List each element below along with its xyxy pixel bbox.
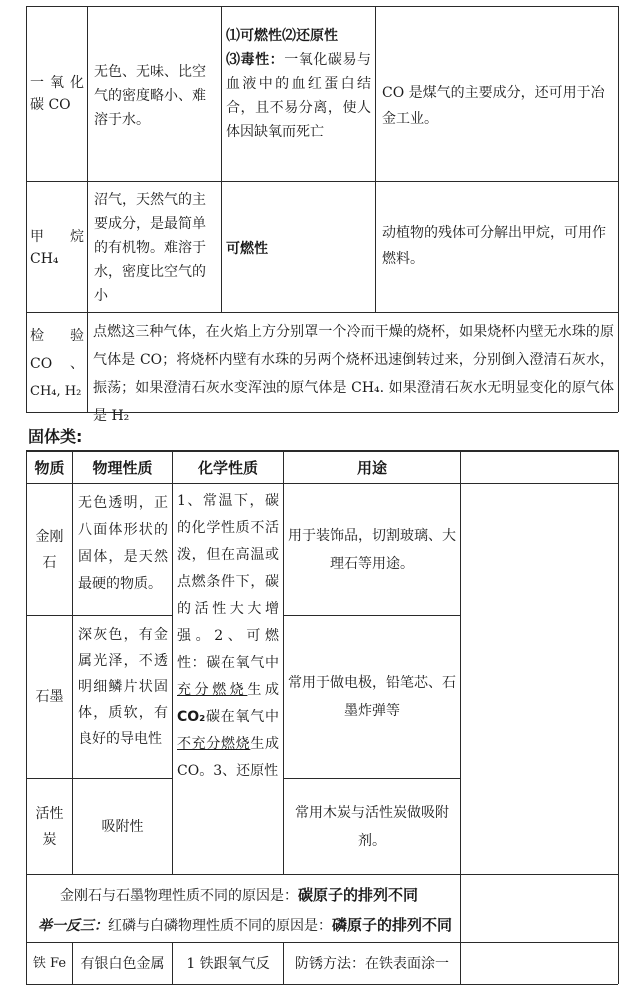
graphite-use: 常用于做电极，铅笔芯、石墨炸弹等 (288, 675, 456, 719)
test-text: 点燃这三种气体，在火焰上方分别罩一个冷而干燥的烧杯，如果烧杯内壁无水珠的原气体是 CO；将烧杯内壁有水珠的另两个烧杯迅速倒转过来，分别倒入澄清石灰水，振荡；如果澄清石灰水变浑浊的原气体是 CH₄. 如果澄清石灰水无明显变化的原气体是 H₂ (93, 324, 614, 424)
graphite-physical: 深灰色，有金属光泽，不透明细鳞片状固体，质软，有良好的导电性 (78, 627, 168, 747)
co-name-line2: 碳 CO (30, 97, 71, 113)
reason-phosphorus (38, 912, 458, 939)
co-toxic-text: 一氧化碳易与血液中的血红蛋白结合，且不易分离，使人体因缺氧而死亡 (226, 52, 372, 140)
test-label-cell (30, 322, 84, 406)
ch4-chemical: 可燃性 (226, 241, 268, 257)
diamond-physical: 无色透明，正八面体形状的固体，是天然最硬的物质。 (78, 495, 168, 592)
ch4-use: 动植物的残体可分解出甲烷，可用作燃料。 (382, 225, 606, 267)
co-physical: 无色、无味、比空气的密度略小、难溶于水。 (94, 64, 206, 128)
charcoal-physical: 吸附性 (101, 818, 144, 835)
diamond-name (27, 484, 72, 615)
reason2-label: 举一反三： (38, 918, 108, 934)
reason1-answer: 碳原子的排列不同 (298, 886, 419, 904)
graphite-name: 石墨 (35, 689, 64, 705)
header-substance: 物质 (34, 458, 65, 477)
carbon-chem-co2: CO₂ (177, 709, 206, 725)
reason2-answer: 磷原子的排列不同 (332, 916, 453, 934)
iron-name: 铁 Fe (32, 955, 67, 971)
co-use: CO 是煤气的主要成分，还可用于冶金工业。 (382, 85, 605, 127)
ch4-physical: 沼气，天然气的主要成分，是最简单的有机物。难溶于水，密度比空气的小 (94, 192, 206, 304)
diamond-use: 用于装饰品，切割玻璃、大理石等用途。 (288, 527, 456, 572)
test-label-line1: 检 验 (30, 328, 84, 344)
charcoal-name-line2: 炭 (42, 831, 57, 848)
co-toxic-label: ⑶毒性： (226, 52, 285, 68)
ch4-name-line1: 甲 烷 (30, 229, 84, 245)
iron-physical: 有银白色金属 (80, 955, 165, 972)
co-chem-line1: ⑴可燃性⑵还原性 (226, 28, 338, 44)
reason2-prefix: 红磷与白磷物理性质不同的原因是： (108, 918, 332, 934)
header-physical: 物理性质 (92, 458, 153, 477)
solid-heading: 固体类: (28, 427, 83, 446)
diamond-name-line2: 石 (42, 554, 57, 571)
header-chemical: 化学性质 (197, 458, 258, 477)
carbon-chemical (177, 488, 279, 785)
iron-chemical: 1 铁跟氧气反 (186, 955, 270, 972)
test-label-line2: CO 、 (30, 356, 84, 372)
carbon-chem-incomplete-burn: 不充分燃烧 (177, 736, 251, 752)
co-name-line1: 一 氧 化 (30, 75, 84, 91)
carbon-chem-complete-burn: 充分燃烧 (177, 682, 248, 698)
iron-use: 防锈方法：在铁表面涂一 (295, 955, 449, 972)
ch4-name-line2: CH₄ (30, 251, 59, 267)
carbon-chem-part3: 碳在氧气中 (205, 709, 279, 725)
co-chemical (226, 24, 371, 144)
co-name-cell (30, 72, 84, 116)
charcoal-name (27, 779, 72, 874)
reason1-prefix: 金刚石与石墨物理性质不同的原因是： (60, 888, 298, 904)
test-label-line3: CH₄, H₂ (30, 384, 82, 399)
carbon-chem-part1: 1、常温下，碳的化学性质不活泼，但在高温或点燃条件下，碳的活性大大增强。2、可燃性：碳在氧气中 (177, 493, 279, 671)
charcoal-use: 常用木炭与活性炭做吸附剂。 (295, 804, 449, 849)
carbon-chem-part4: 生成 CO。3、还原性 (177, 736, 280, 779)
ch4-name-cell (30, 226, 84, 270)
diamond-name-line1: 金刚 (35, 528, 64, 545)
reason-diamond-graphite (60, 882, 460, 909)
carbon-chem-part2: 生成 (247, 682, 280, 698)
charcoal-name-line1: 活性 (35, 805, 64, 822)
header-use: 用途 (356, 458, 387, 477)
